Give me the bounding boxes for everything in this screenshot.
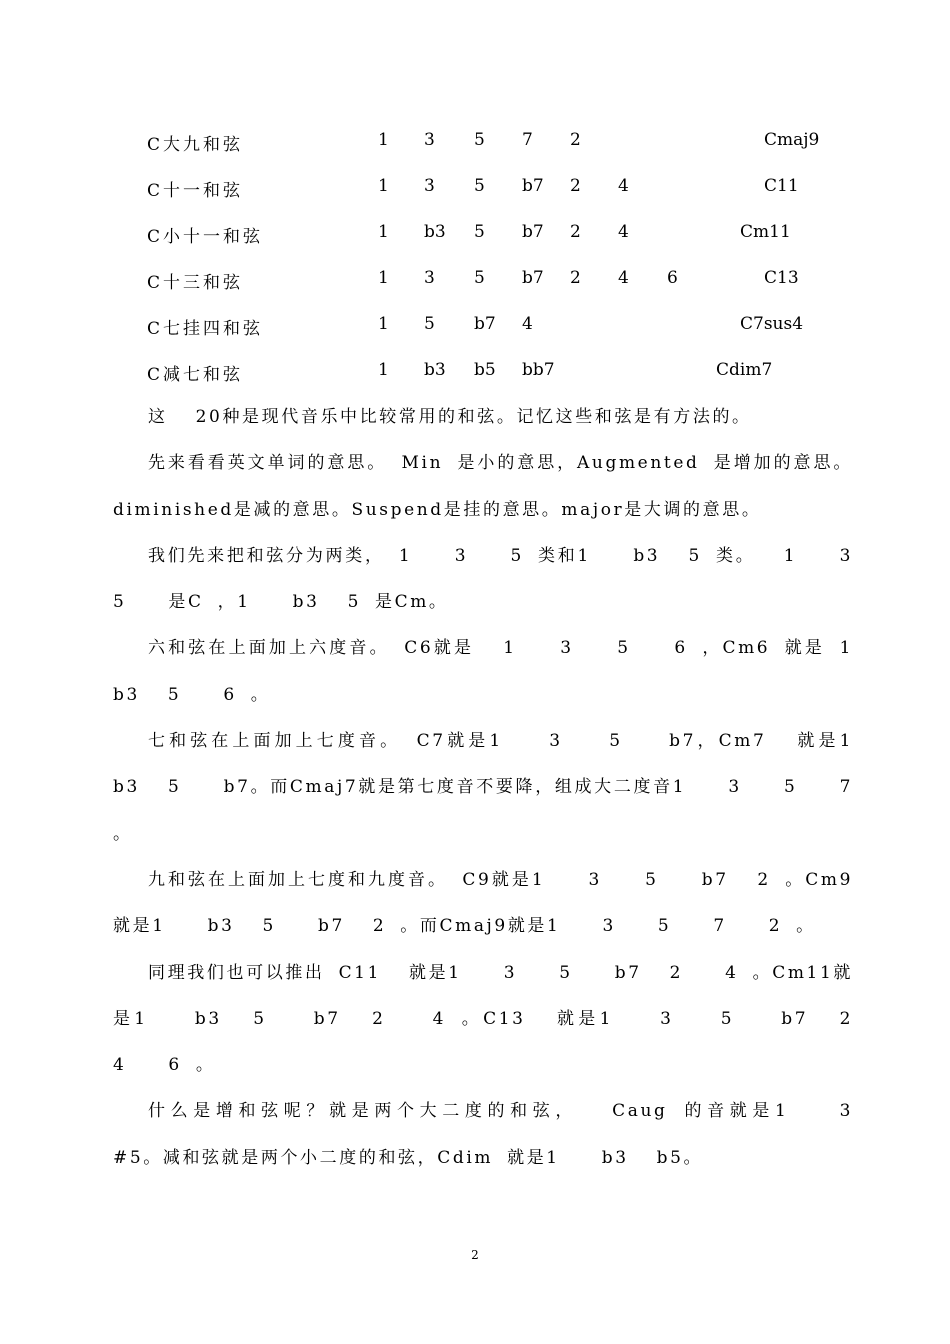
chord-note: 2 [570,176,581,196]
chord-symbol: Cm11 [740,222,791,242]
chord-symbol: Cmaj9 [764,130,820,150]
paragraph: 先来看看英文单词的意思。 Min 是小的意思，Augmented 是增加的意思。diminished是减的意思。Suspend是挂的意思。major是大调的意思。 [113,453,853,520]
paragraph: 六和弦在上面加上六度音。 C6就是 1 3 5 6 ，Cm6 就是 1 b3 5 6 。 [113,638,896,705]
chord-name: C十一和弦 [147,181,244,201]
chord-symbol: Cdim7 [716,360,773,380]
chord-note: 4 [618,222,629,242]
chord-note: 3 [424,130,435,150]
chord-note: b7 [522,176,544,196]
chord-row [0,302,950,348]
chord-row [0,118,950,164]
chord-name: C七挂四和弦 [147,319,264,339]
body-text [113,394,896,1181]
paragraph: 九和弦在上面加上七度和九度音。 C9就是1 3 5 b7 2 。Cm9 就是1 b3 5 b7 2 。而Cmaj9就是1 3 5 7 2 。 [113,869,882,937]
chord-row [0,348,950,394]
chord-note: 1 [378,130,389,150]
chord-note: b5 [474,360,496,380]
chord-note: b3 [424,222,446,242]
chord-note: 1 [378,314,389,334]
chord-symbol: C11 [764,176,799,196]
chord-note: 7 [522,130,533,150]
chord-name: C减七和弦 [147,365,244,385]
chord-name: C小十一和弦 [147,227,264,247]
chord-note: 6 [667,268,678,288]
paragraph: 我们先来把和弦分为两类， 1 3 5 类和1 b3 5 类。 1 3 5 是C ，1 b3 5 是Cm。 [113,545,896,613]
chord-note: 4 [522,314,533,334]
chord-symbol: C7sus4 [740,314,804,334]
chord-name: C十三和弦 [147,273,244,293]
chord-note: 1 [378,222,389,242]
chord-note: 2 [570,130,581,150]
paragraph: 同理我们也可以推出 C11 就是1 3 5 b7 2 4 。Cm11就是1 b3 5 b7 2 4 。C13 就是1 3 5 b7 2 4 6 。 [113,962,896,1076]
chord-note: 5 [474,130,485,150]
chord-note: 1 [378,360,389,380]
paragraph: 这 20种是现代音乐中比较常用的和弦。记忆这些和弦是有方法的。 [148,407,752,427]
chord-note: 3 [424,268,435,288]
chord-note: 4 [618,176,629,196]
chord-note: b7 [522,222,544,242]
chord-note: b7 [522,268,544,288]
chord-name: C大九和弦 [147,135,244,155]
chord-note: 2 [570,268,581,288]
chord-note: b3 [424,360,446,380]
chord-table [0,118,950,394]
paragraph: 什么是增和弦呢？就是两个大二度的和弦， Caug 的音就是1 3 #5。减和弦就是两个小二度的和弦，Cdim 就是1 b3 b5。 [113,1101,896,1168]
chord-note: 5 [474,222,485,242]
chord-note: b7 [474,314,496,334]
chord-note: 2 [570,222,581,242]
chord-row [0,210,950,256]
chord-note: 4 [618,268,629,288]
chord-row [0,164,950,210]
chord-row [0,256,950,302]
chord-note: 1 [378,268,389,288]
chord-note: bb7 [522,360,555,380]
chord-note: 5 [474,268,485,288]
page-number: 2 [471,1248,479,1262]
chord-symbol: C13 [764,268,799,288]
chord-note: 1 [378,176,389,196]
paragraph: 七和弦在上面加上七度音。 C7就是1 3 5 b7，Cm7 就是1 b3 5 b7。而Cmaj7就是第七度音不要降，组成大二度音1 3 5 7 。 [113,731,896,844]
chord-note: 3 [424,176,435,196]
chord-note: 5 [424,314,435,334]
chord-note: 5 [474,176,485,196]
